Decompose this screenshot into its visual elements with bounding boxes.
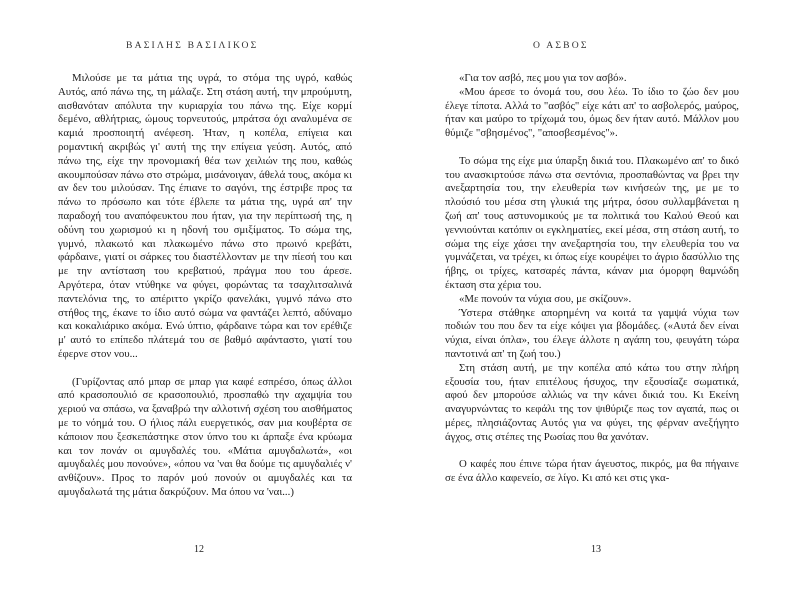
- page-number: 12: [194, 544, 204, 555]
- dialogue-paragraph: «Μου άρεσε το όνομά του, σου λέω. Το ίδιο το ζώο δεν μου έλεγε τίποτα. Αλλά το "ασβός" είχε κάτι απ' το ασβολερός, μαύρος, ήταν και μαύρο το τρίχωμά του, όμως δεν ήταν αυτό. Μάλλον μου θύμιζε "σβησμένος", "αποσβεσμένος"».: [445, 85, 739, 140]
- body-paragraph: Μιλούσε με τα μάτια της υγρά, το στόμα της υγρό, καθώς Αυτός, από πάνω της, τη μάλαζε. Στη στάση αυτή, την μπρούμυτη, αισθανόταν απόλυτα την κυριαρχία του πάνω της. Είχε κορμί δεμένο, αθλήτριας, ώμους τορνευτούς, μπράτσα όχι αναλυμένα σε καμιά προσποιητή ανέφεση. Ήταν, η κοπέλα, επίγεια και ρομαντική ακριβώς γι' αυτή της την επίγεια γεύση. Αυτός, από πάνω της, είχε την προνομιακή θέα των χειλιών της που, καθώς ακουμπούσαν πάνω στο στρώμα, μισάνοιγαν, άθελά τους, ακόμα κι αν δεν του μιλούσαν. Της έπιανε το σαγόνι, της έστριβε προς τα πάνω το πρόσωπο και τότε έβλεπε τα μάτια της, υγρά απ' την παραδοχή του αναπόφευκτου που ήταν, για την περίπτωσή της, η οδύνη του χωρισμού κι η ηδονή του σμιξίματος. Το σώμα της, γυμνό, πλακωτό και πλακωμένο πάνω στο πρωινό κρεβάτι, φάρδαινε, γιατί οι σάρκες του διαστέλλονταν με την πίεσή του και με την αντίσταση του κρεβατιού, πράγμα που του άρεσε. Αργότερα, όταν ντύθηκε να φύγει, φορώντας τα τσαχλιτσαλινά παντελόνια της, το απέριττο γκρίζο φανελάκι, γυμνό πάνω στο στήθος της, έκανε το ίδιο αυτό σώμα να φαντάζει λεπτό, αδύναμο και κοκαλιάρικο ακόμα. Ενώ ύπτιο, φάρδαινε τώρα και τον ερέθιζε μ' αυτό το επίπεδο πλάτεμά του σε βαθμό αφάνταστο, γιατί του έφερνε στον νου...: [58, 72, 352, 360]
- page-number: 13: [591, 544, 601, 555]
- right-page: [397, 0, 794, 595]
- body-paragraph: (Γυρίζοντας από μπαρ σε μπαρ για καφέ εσπρέσο, όπως άλλοι από κρασοπουλιό σε κρασοπουλιό, προσπαθώ την αχαμψία του χεριού να σπάσω, να ξαναβρώ την αλλοτινή σχέση του αισθήματος με το νόημά του. Ο ήλιος πάλι ευεργετικός, σαν μια κουβέρτα σε κάποιον που ξεσκεπάστηκε στον ύπνο του κι άρπαξε ένα κρύωμα και τον πονάν οι αμυγδαλές του. «Μάτια αμυγδαλωτά», «οι αμυγδαλές μου πονούνε», «όπου να 'ναι θα δούμε τις αμυγδαλιές ν' ανθίζουν». Προς το παρόν μού πονούν οι αμυγδαλές και τα αμυγδαλωτά της μάτια δακρύζουν. Μα όπου να 'ναι...): [58, 375, 352, 498]
- dialogue-paragraph: «Για τον ασβό, πες μου για τον ασβό».: [459, 72, 627, 84]
- running-head-author: ΒΑΣΙΛΗΣ ΒΑΣΙΛΙΚΟΣ: [126, 40, 259, 51]
- running-head-title: Ο ΑΣΒΟΣ: [533, 40, 589, 51]
- right-text-block: [445, 72, 739, 486]
- body-paragraph: Το σώμα της είχε μια ύπαρξη δικιά του. Πλακωμένο απ' το δικό του ανασκιρτούσε πάνω στα σεντόνια, προσπαθώντας να βρει την ανεξαρτησία του, την ελευθερία των κινήσεών της, με με το πλούσιό του μέσα στη γλυκιά της μήτρα, όσου συλλαμβάνεται η ζωή απ' τους αστυνομικούς με τα πολιτικά του Καλού Θεού και γεννιούνται κατόπιν οι εγκληματίες, εκεί μέσα, στη στάση αυτή, το σώμα της είχε χάσει την ανεξαρτησία του, την ελευθερία του να γυμνάζεται, να τρέχει, κι όπως είχε κουρέψει το άγριο δασύλλιο της ήβης, οι τρίχες, κατσαρές πάντα, κάναν μια όμορφη θαμνώδη έκταση στα χέρια του.: [445, 154, 739, 291]
- body-paragraph: Στη στάση αυτή, με την κοπέλα από κάτω του στην πλήρη εξουσία του, ήταν επιτέλους ήσυχος, την εξουσίαζε σωματικά, αφού δεν μπορούσε αλλιώς να την κάνει δικιά του. Κι Εκείνη αναγυρνώντας το κεφάλι της τον ψιθύριζε πως τον αγαπά, πως οι μέρες, πλησιάζοντας Αυτός για να φύγει, της φέρναν ανεξήγητο άγχος, στις στέπες της Ρωσίας που θα χανόταν.: [445, 361, 739, 443]
- dialogue-paragraph: «Με πονούν τα νύχια σου, με σκίζουν».: [459, 292, 632, 305]
- body-paragraph: Ο καφές που έπινε τώρα ήταν άγευστος, πικρός, μα θα πήγαινε σε ένα άλλο καφενείο, σε λίγο. Κι από κει στις γκα-: [445, 458, 739, 485]
- left-text-block: [58, 72, 352, 500]
- body-paragraph: Ύστερα στάθηκε απορημένη να κοιτά τα γαμψά νύχια των ποδιών του που δεν τα είχε κόψει για βδομάδες. («Αυτά δεν είναι νύχια, είναι όπλα», του έλεγε άλλοτε η αγάπη του, φευγάτη τώρα παντοτινά απ' τη ζωή του.): [445, 306, 739, 360]
